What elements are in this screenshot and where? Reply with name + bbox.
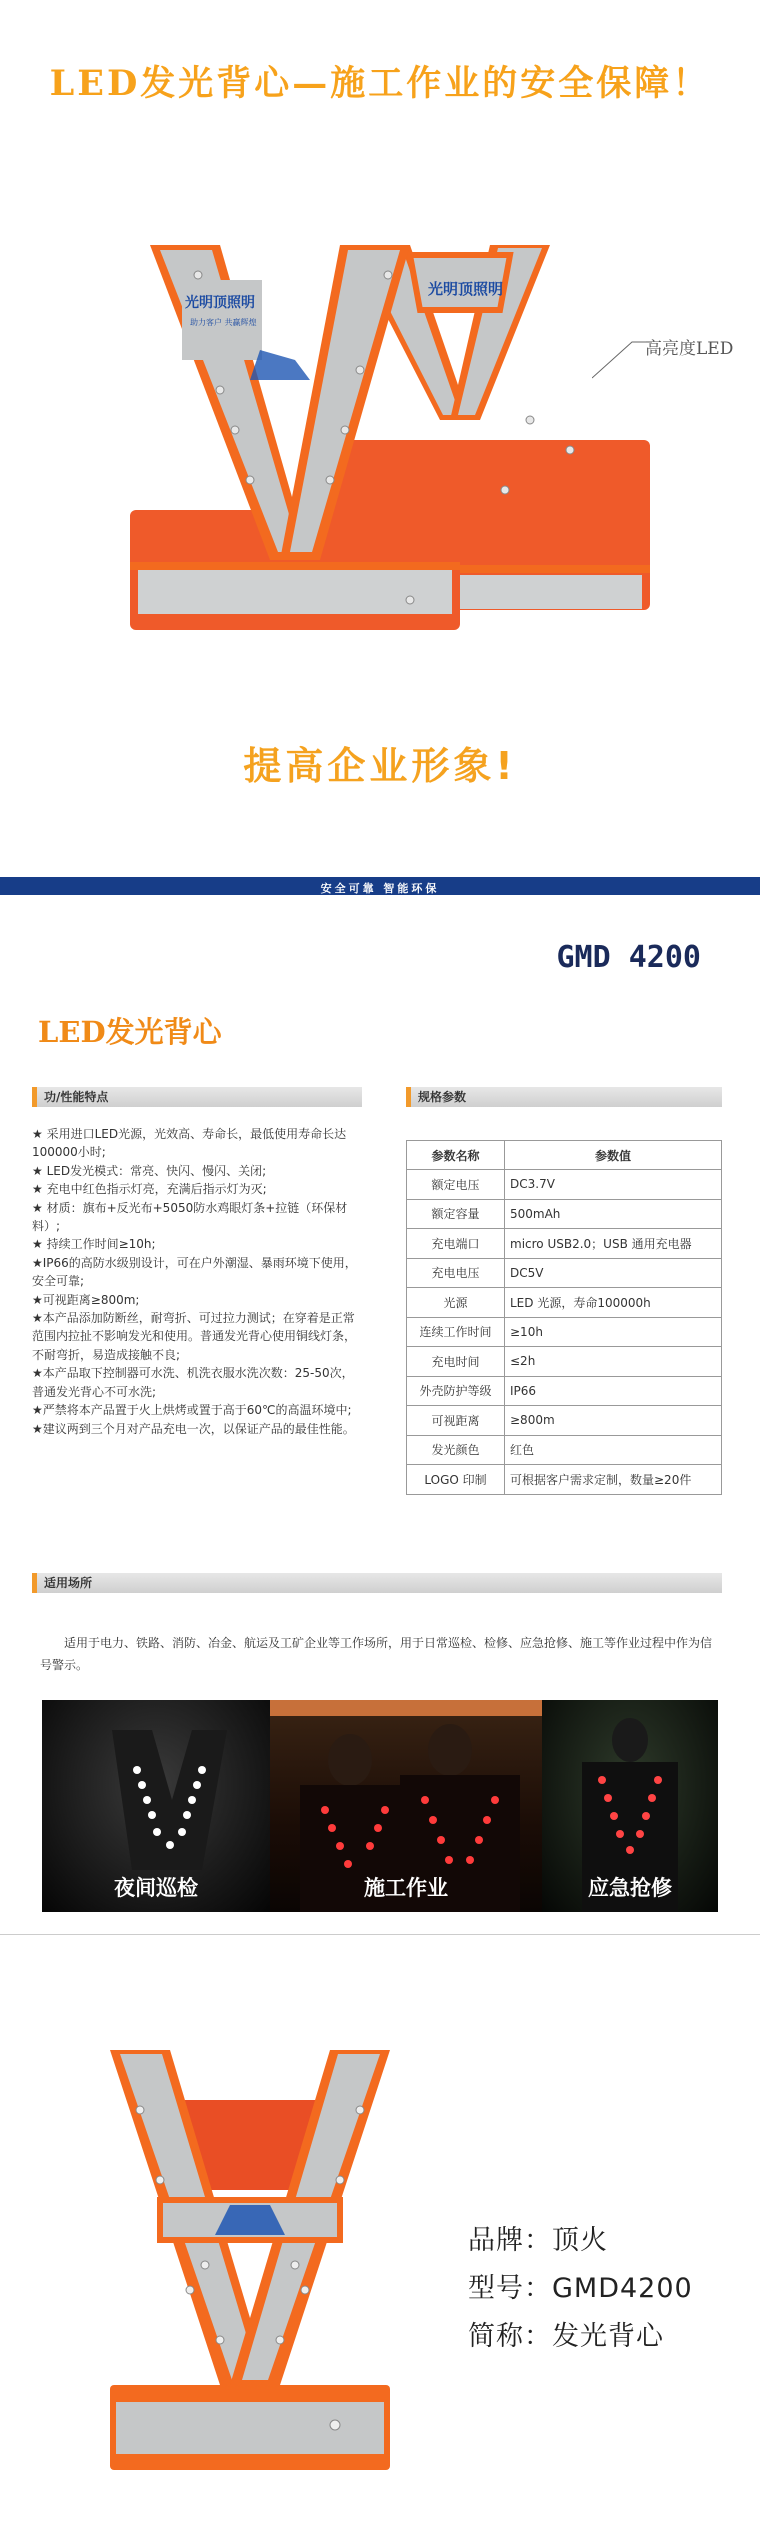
vest-back-logo-text: 光明顶照明 bbox=[428, 280, 504, 298]
product-title: LED发光背心 bbox=[38, 1015, 222, 1049]
table-row bbox=[407, 1376, 722, 1406]
spec-table bbox=[406, 1140, 722, 1495]
spec-value: DC3.7V bbox=[505, 1170, 722, 1200]
table-row bbox=[407, 1258, 722, 1288]
photo-emergency bbox=[542, 1700, 718, 1912]
spec-value: LED 光源，寿命100000h bbox=[505, 1288, 722, 1318]
short-name-label: 简称：发光背心 bbox=[468, 2321, 664, 2352]
model-code: GMD 4200 bbox=[556, 940, 701, 975]
spec-value: micro USB2.0；USB 通用充电器 bbox=[505, 1229, 722, 1259]
spec-header-row bbox=[407, 1141, 722, 1170]
spec-name: 外壳防护等级 bbox=[407, 1376, 505, 1406]
spec-value: 红色 bbox=[505, 1435, 722, 1465]
spec-value: 可根据客户需求定制，数量≥20件 bbox=[505, 1465, 722, 1495]
spec-name: 可视距离 bbox=[407, 1406, 505, 1436]
feature-item: ★ 采用进口LED光源，光效高、寿命长，最低使用寿命长达100000小时; bbox=[32, 1127, 347, 1160]
feature-item: ★严禁将本产品置于火上烘烤或置于高于60℃的高温环境中; bbox=[32, 1403, 352, 1418]
vest-front-logo-text: 光明顶照明 bbox=[185, 295, 255, 311]
spec-value: ≥10h bbox=[505, 1317, 722, 1347]
spec-col-value: 参数值 bbox=[505, 1141, 722, 1170]
spec-name: 发光颜色 bbox=[407, 1435, 505, 1465]
feature-item: ★本产品添加防断丝，耐弯折、可过拉力测试；在穿着是正常范围内拉扯不影响发光和使用。普通发光背心使用铜线灯条，不耐弯折，易造成接触不良; bbox=[32, 1311, 357, 1362]
table-row bbox=[407, 1347, 722, 1377]
table-row bbox=[407, 1288, 722, 1318]
specs-heading: 规格参数 bbox=[406, 1087, 722, 1107]
model-label: 型号：GMD4200 bbox=[468, 2273, 693, 2304]
photo-label: 施工作业 bbox=[364, 1876, 448, 1900]
spec-name: 连续工作时间 bbox=[407, 1317, 505, 1347]
features-list bbox=[32, 1125, 362, 1438]
spec-value: 500mAh bbox=[505, 1199, 722, 1229]
slogan: 提高企业形象! bbox=[243, 744, 517, 788]
table-row bbox=[407, 1435, 722, 1465]
feature-item: ★IP66的高防水级别设计，可在户外潮湿、暴雨环境下使用，安全可靠; bbox=[32, 1255, 357, 1289]
feature-item: ★建议两到三个月对产品充电一次，以保证产品的最佳性能。 bbox=[32, 1421, 355, 1436]
brand-label: 品牌：顶火 bbox=[468, 2225, 608, 2256]
feature-item: ★ 充电中红色指示灯亮，充满后指示灯为灭; bbox=[32, 1182, 267, 1197]
spec-value: IP66 bbox=[505, 1376, 722, 1406]
feature-item: ★可视距离≥800m; bbox=[32, 1292, 140, 1307]
table-row bbox=[407, 1465, 722, 1495]
photo-construction bbox=[270, 1700, 542, 1912]
spec-value: ≥800m bbox=[505, 1406, 722, 1436]
spec-name: LOGO 印制 bbox=[407, 1465, 505, 1495]
usage-heading: 适用场所 bbox=[32, 1573, 722, 1593]
feature-item: ★ LED发光模式：常亮、快闪、慢闪、关闭; bbox=[32, 1163, 267, 1178]
led-callout: 高亮度LED bbox=[645, 339, 734, 359]
hero-title: LED发光背心—施工作业的安全保障！ bbox=[49, 63, 711, 104]
photo-label: 应急抢修 bbox=[588, 1876, 672, 1900]
hero-vest-illustration bbox=[110, 230, 650, 650]
feature-item: ★ 持续工作时间≥10h; bbox=[32, 1237, 156, 1252]
table-row bbox=[407, 1199, 722, 1229]
photo-label: 夜间巡检 bbox=[114, 1876, 198, 1900]
table-row bbox=[407, 1170, 722, 1200]
table-row bbox=[407, 1229, 722, 1259]
spec-value: ≤2h bbox=[505, 1347, 722, 1377]
usage-text: 适用于电力、铁路、消防、冶金、航运及工矿企业等工作场所，用于日常巡检、检修、应急抢修、施工等作业过程中作为信号警示。 bbox=[40, 1636, 713, 1672]
table-row bbox=[407, 1406, 722, 1436]
spec-name: 充电时间 bbox=[407, 1347, 505, 1377]
table-row bbox=[407, 1317, 722, 1347]
callout-line bbox=[592, 340, 652, 380]
single-vest-illustration bbox=[100, 2040, 400, 2480]
photo-night-patrol bbox=[42, 1700, 270, 1912]
spec-col-name: 参数名称 bbox=[407, 1141, 505, 1170]
divider-line bbox=[0, 1934, 760, 1935]
feature-item: ★本产品取下控制器可水洗、机洗衣服水洗次数：25-50次，普通发光背心不可水洗; bbox=[32, 1366, 354, 1399]
spec-value: DC5V bbox=[505, 1258, 722, 1288]
spec-name: 额定容量 bbox=[407, 1199, 505, 1229]
features-heading: 功/性能特点 bbox=[32, 1087, 362, 1107]
spec-name: 充电电压 bbox=[407, 1258, 505, 1288]
band-text: 安全可靠 智能环保 bbox=[320, 882, 440, 895]
spec-name: 充电端口 bbox=[407, 1229, 505, 1259]
vest-front-logo-sub: 助力客户 共赢辉煌 bbox=[190, 318, 257, 327]
spec-name: 光源 bbox=[407, 1288, 505, 1318]
feature-item: ★ 材质：旗布+反光布+5050防水鸡眼灯条+拉链（环保材料）; bbox=[32, 1200, 348, 1234]
spec-name: 额定电压 bbox=[407, 1170, 505, 1200]
